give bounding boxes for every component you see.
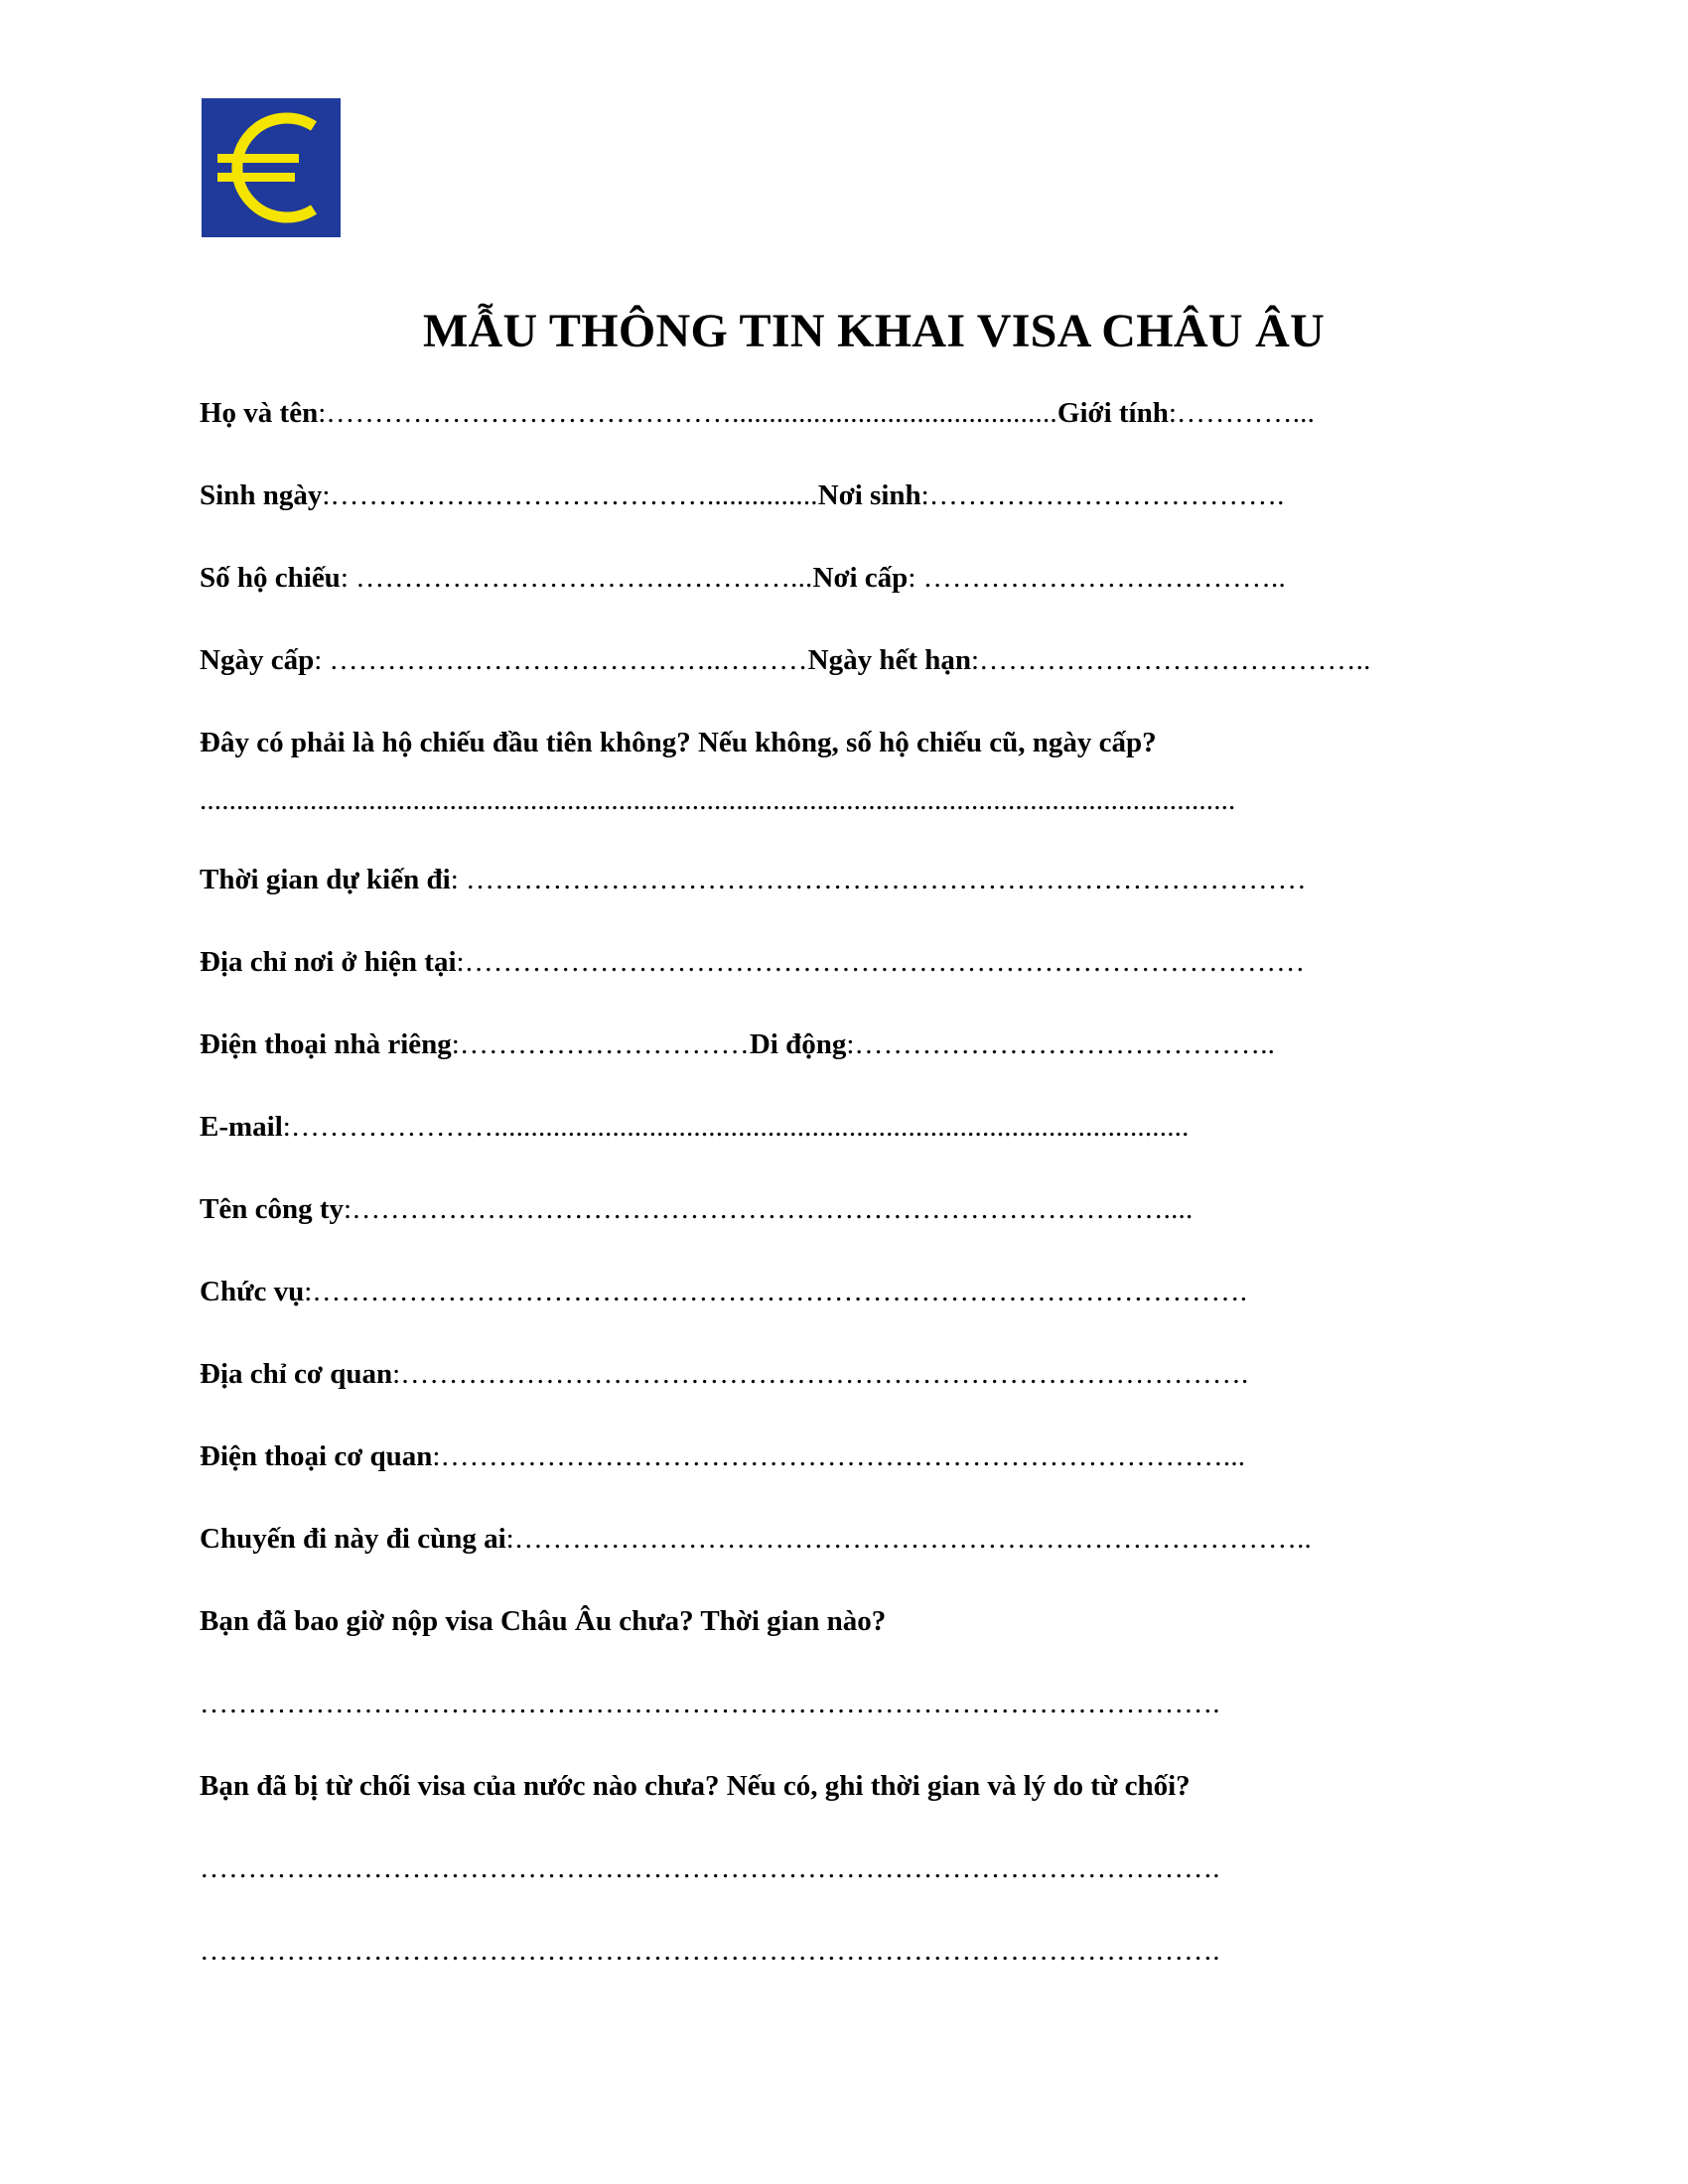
fill-dots[interactable]: ………………………………………... [355, 562, 813, 594]
field-row-office-phone: Điện thoại cơ quan:………………………………………………………………………... [200, 1440, 1246, 1472]
fill-dots[interactable]: …………………………………..……… [329, 644, 808, 676]
field-row-passport: Số hộ chiếu: ………………………………………...Nơi cấp: ……………………………….. [200, 562, 1286, 594]
question-visa-history: Bạn đã bao giờ nộp visa Châu Âu chưa? Thời gian nào? [200, 1605, 887, 1637]
field-row-dates: Ngày cấp: …………………………………..………Ngày hết hạn:………………………………….. [200, 644, 1371, 676]
answer-line-refused-1[interactable]: ……………………………………………………………………………………………. [200, 1852, 1220, 1884]
field-row-office-address: Địa chỉ cơ quan:……………………………………………………………………………. [200, 1358, 1249, 1390]
field-row-travel-time: Thời gian dự kiến đi: …………………………………………………………………………… [200, 864, 1307, 895]
fill-dots[interactable]: ………………………………………………………………………... [440, 1440, 1246, 1472]
field-label: Số hộ chiếu [200, 562, 341, 594]
fill-dots[interactable]: …………... [1176, 397, 1316, 429]
fill-dots[interactable]: ……………………………………………………………………………. [400, 1358, 1249, 1390]
field-label: Họ và tên [200, 397, 319, 429]
fill-dots[interactable]: ………………….............................................................................................. [290, 1111, 1190, 1143]
field-label: Chức vụ [200, 1276, 305, 1307]
field-label: Điện thoại cơ quan [200, 1440, 433, 1472]
fill-dots[interactable]: ……………………………….. [922, 562, 1286, 594]
question-first-passport: Đây có phải là hộ chiếu đầu tiên không? Nếu không, số hộ chiếu cũ, ngày cấp? [200, 727, 1157, 758]
field-row-email: E-mail:………………….............................................................................................. [200, 1111, 1190, 1143]
fill-dots[interactable]: …………………………………….. [854, 1028, 1276, 1060]
field-label: Tên công ty [200, 1193, 344, 1225]
field-row-companion: Chuyến đi này đi cùng ai:……………………………………………………………………….. [200, 1523, 1313, 1555]
field-row-phones: Điện thoại nhà riêng:…………………………Di động:…………………………………….. [200, 1028, 1276, 1060]
field-label: Thời gian dự kiến đi [200, 864, 451, 895]
form-title: MẪU THÔNG TIN KHAI VISA CHÂU ÂU [422, 305, 1326, 357]
field-label: Địa chỉ cơ quan [200, 1358, 393, 1390]
field-row-position: Chức vụ:……………………………………………………………………………………. [200, 1276, 1248, 1307]
field-label: Giới tính [1056, 397, 1169, 429]
field-label: Chuyến đi này đi cùng ai [200, 1523, 506, 1555]
field-row-address: Địa chỉ nơi ở hiện tại:…………………………………………………………………………… [200, 946, 1306, 978]
fill-dots[interactable]: ………………………… [459, 1028, 750, 1060]
field-row-company: Tên công ty:………………………………………………………………………….... [200, 1193, 1194, 1225]
field-label: Ngày hết hạn [807, 644, 971, 676]
fill-dots[interactable]: ………………………………. [928, 479, 1285, 511]
fill-dots[interactable]: …………………………………………………………………………… [464, 946, 1306, 978]
euro-icon [202, 98, 341, 237]
field-label: Địa chỉ nơi ở hiện tại [200, 946, 457, 978]
field-label: Nơi cấp [812, 562, 909, 594]
fill-dots[interactable]: ………………………………………………………………………….... [352, 1193, 1194, 1225]
fill-dots[interactable]: ……………………………………………………………………….. [513, 1523, 1313, 1555]
field-label: Di động [749, 1028, 847, 1060]
answer-line-passport[interactable]: ............................................................................................................................................. [200, 784, 1236, 816]
field-label: Sinh ngày [200, 479, 323, 511]
field-label: Nơi sinh [817, 479, 921, 511]
answer-line-visa-history[interactable]: ……………………………………………………………………………………………. [200, 1688, 1220, 1719]
field-row-name-gender: Họ và tên:……………………………………............................................Giới tính:…………... [200, 397, 1316, 429]
fill-dots[interactable]: ………………………………….. [979, 644, 1371, 676]
field-label: Điện thoại nhà riêng [200, 1028, 452, 1060]
answer-line-refused-2[interactable]: ……………………………………………………………………………………………. [200, 1935, 1220, 1967]
field-label: E-mail [200, 1111, 283, 1143]
euro-logo [202, 98, 341, 237]
fill-dots[interactable]: …………………………………............... [330, 479, 818, 511]
fill-dots[interactable]: ……………………………………………………………………………………. [312, 1276, 1248, 1307]
question-visa-refused: Bạn đã bị từ chối visa của nước nào chưa? Nếu có, ghi thời gian và lý do từ chối? [200, 1770, 1191, 1802]
fill-dots[interactable]: ……………………………………............................................ [326, 397, 1057, 429]
field-row-birth: Sinh ngày:…………………………………...............Nơi sinh:………………………………. [200, 479, 1285, 511]
field-label: Ngày cấp [200, 644, 315, 676]
fill-dots[interactable]: …………………………………………………………………………… [466, 864, 1307, 895]
